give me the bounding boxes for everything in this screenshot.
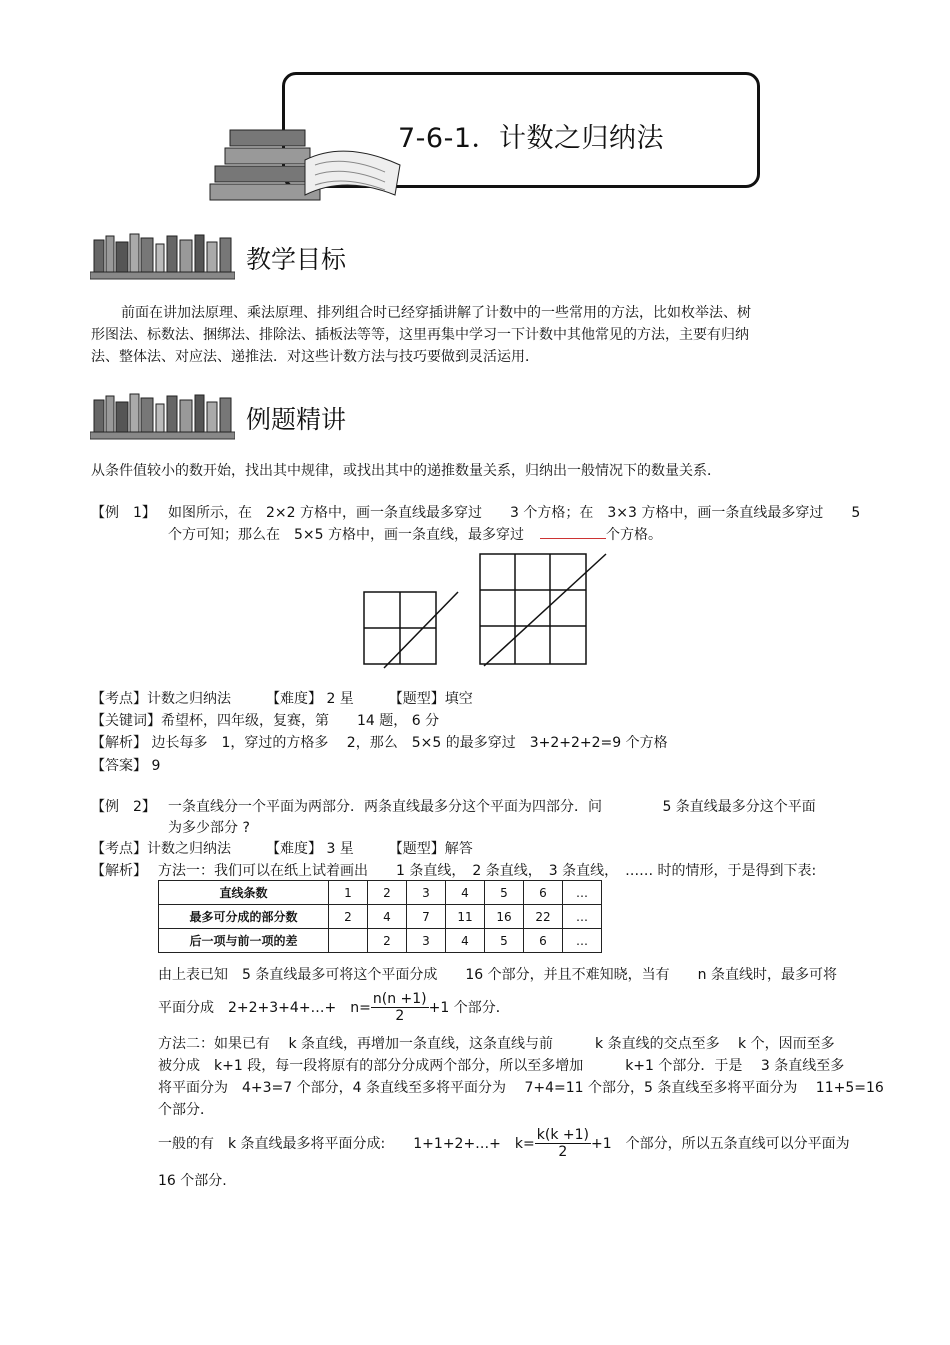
example-1-kaodian: 【考点】计数之归纳法 【难度】 2 星 【题型】填空 [91, 691, 473, 707]
general-formula-conclusion: 16 个部分. [158, 1173, 227, 1189]
example-1-question-end: 个方格。 [606, 527, 662, 543]
page-title: 7-6-1．计数之归纳法 [398, 123, 665, 154]
table-cell: 6 [524, 929, 563, 953]
table-cell: 22 [524, 905, 563, 929]
general-formula-line [158, 1120, 850, 1166]
example-1-question-line: 如图所示，在 2×2 方格中，画一条直线最多穿过 3 个方格；在 3×3 方格中，画一条直线最多穿过 5 [168, 505, 861, 521]
section-title-examples: 例题精讲 [246, 405, 347, 434]
section-title-goals: 教学目标 [246, 245, 347, 274]
example-2-analysis-label: 【解析】 [91, 863, 147, 879]
grid-figures [360, 550, 620, 670]
goals-paragraph-line: 前面在讲加法原理、乘法原理、排列组合时已经穿插讲解了计数中的一些常用的方法，比如枚举法、树 [121, 305, 751, 321]
grid-2x2 [364, 592, 458, 668]
table-cell: … [563, 929, 602, 953]
method-2-line: 个部分． [158, 1102, 214, 1118]
general-formula-end: +1 个部分，所以五条直线可以分平面为 [591, 1136, 850, 1152]
method-2-line: 将平面分为 4+3=7 个部分，4 条直线至多将平面分为 7+4=11 个部分，5 条直线至多将平面分为 11+5=16 [158, 1080, 884, 1096]
fraction [535, 1127, 591, 1160]
table-cell: 7 [407, 905, 446, 929]
lines-table [158, 880, 602, 953]
table-cell: 2 [368, 929, 407, 953]
fraction-numerator: n(n +1) [372, 990, 427, 1007]
answer-blank[interactable] [540, 525, 606, 539]
method-1-intro: 方法一：我们可以在纸上试着画出 1 条直线， 2 条直线， 3 条直线， …… 时的情形，于是得到下表: [158, 863, 817, 879]
example-2-kaodian: 【考点】计数之归纳法 【难度】 3 星 【题型】解答 [91, 841, 473, 857]
goals-paragraph-line: 形图法、标数法、捆绑法、排除法、插板法等等，这里再集中学习一下计数中其他常见的方法，主要有归纳 [91, 327, 749, 343]
fraction [371, 991, 429, 1024]
table-cell: 2 [329, 905, 368, 929]
table-cell: 5 [485, 929, 524, 953]
example-2-label: 【例 2】 [91, 799, 156, 815]
example-1-question-text: 个方可知；那么在 5×5 方格中，画一条直线，最多穿过 [168, 527, 524, 543]
bookshelf-icon [90, 232, 235, 280]
example-1-question-line [168, 524, 662, 544]
table-cell: 6 [524, 881, 563, 905]
example-1-answer: 【答案】 9 [91, 758, 161, 774]
fraction-denominator: 2 [558, 1143, 568, 1160]
example-1-keywords: 【关键词】希望杯，四年级，复赛，第 14 题， 6 分 [91, 713, 440, 729]
books-icon [205, 120, 405, 205]
table-row-header: 直线条数 [159, 881, 329, 905]
table-cell: 4 [368, 905, 407, 929]
table-cell: … [563, 905, 602, 929]
table-cell [329, 929, 368, 953]
grid-3x3 [480, 554, 606, 666]
table-cell: … [563, 881, 602, 905]
goals-paragraph-line: 法、整体法、对应法、递推法．对这些计数方法与技巧要做到灵活运用． [91, 349, 539, 365]
table-cell: 2 [368, 881, 407, 905]
examples-intro: 从条件值较小的数开始，找出其中规律，或找出其中的递推数量关系，归纳出一般情况下的数量关系． [91, 463, 721, 479]
table-cell: 3 [407, 929, 446, 953]
table-cell: 11 [446, 905, 485, 929]
table-cell: 4 [446, 929, 485, 953]
fraction-denominator: 2 [395, 1007, 405, 1024]
table-row [159, 905, 602, 929]
table-cell: 16 [485, 905, 524, 929]
method-1-formula-end: +1 个部分． [428, 1000, 510, 1016]
method-2-line: 被分成 k+1 段，每一段将原有的部分分成两个部分，所以至多增加 k+1 个部分．于是 3 条直线至多 [158, 1058, 845, 1074]
general-formula-text: 一般的有 k 条直线最多将平面分成: 1+1+2+…+ k= [158, 1136, 535, 1152]
example-1-label: 【例 1】 [91, 505, 156, 521]
method-1-formula-text: 平面分成 2+2+3+4+…+ n= [158, 1000, 371, 1016]
method-1-conclusion: 由上表已知 5 条直线最多可将这个平面分成 16 个部分，并且不难知晓，当有 n 条直线时，最多可将 [158, 967, 837, 983]
table-row [159, 881, 602, 905]
table-row [159, 929, 602, 953]
table-cell: 5 [485, 881, 524, 905]
method-1-formula-line [158, 984, 510, 1030]
table-cell: 3 [407, 881, 446, 905]
method-2-line: 方法二：如果已有 k 条直线，再增加一条直线，这条直线与前 k 条直线的交点至多 k 个，因而至多 [158, 1036, 835, 1052]
table-cell: 1 [329, 881, 368, 905]
table-row-header: 后一项与前一项的差 [159, 929, 329, 953]
table-cell: 4 [446, 881, 485, 905]
example-2-question-line: 为多少部分 ? [168, 820, 250, 836]
table-row-header: 最多可分成的部分数 [159, 905, 329, 929]
example-1-analysis: 【解析】 边长每多 1，穿过的方格多 2，那么 5×5 的最多穿过 3+2+2+2=9 个方格 [91, 735, 668, 751]
bookshelf-icon [90, 392, 235, 440]
example-2-question-line: 一条直线分一个平面为两部分．两条直线最多分这个平面为四部分．问 5 条直线最多分这个平面 [168, 799, 816, 815]
fraction-numerator: k(k +1) [536, 1126, 589, 1143]
